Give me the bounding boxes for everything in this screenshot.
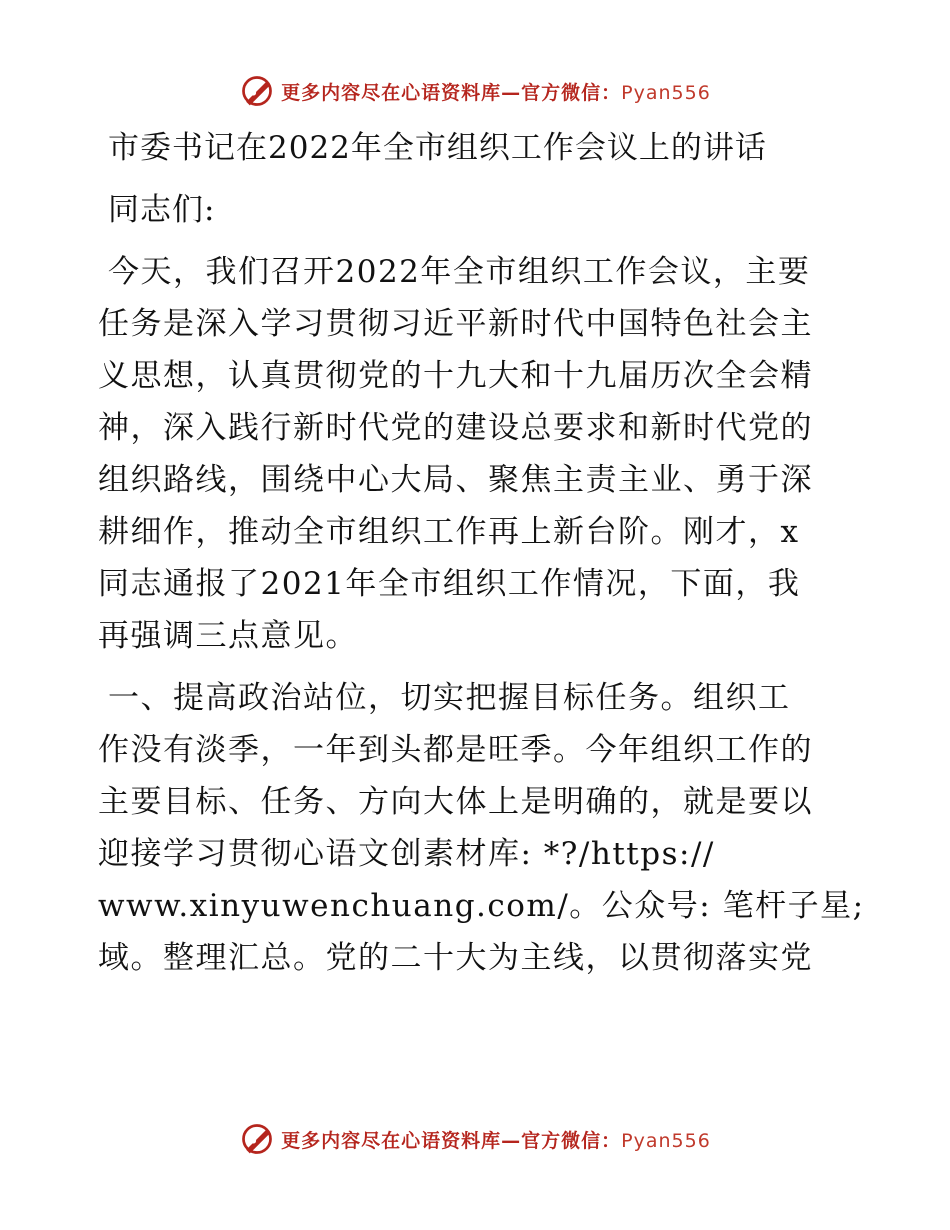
text-line: 同志通报了2021年全市组织工作情况，下面，我: [98, 566, 801, 602]
text-line: www.xinyuwenchuang.com/。公众号: 笔杆子星;: [98, 888, 865, 924]
pen-circle-logo-icon: [239, 73, 275, 109]
text-line: 今天，我们召开2022年全市组织工作会议，主要: [108, 254, 811, 290]
pen-circle-logo-icon: [239, 1121, 275, 1157]
text-line: 迎接学习贯彻心语文创素材库: *?/https://: [98, 836, 715, 872]
text-line: 主要目标、任务、方向大体上是明确的，就是要以: [98, 784, 813, 820]
document-title: 市委书记在2022年全市组织工作会议上的讲话: [108, 130, 767, 166]
paragraph-2: [98, 672, 865, 984]
text-line: 一、提高政治站位，切实把握目标任务。组织工: [108, 680, 791, 716]
text-line: 组织路线，围绕中心大局、聚焦主责主业、勇于深: [98, 462, 813, 498]
text-line: 任务是深入学习贯彻习近平新时代中国特色社会主: [98, 306, 813, 342]
document-body: [98, 122, 865, 994]
text-line: 耕细作，推动全市组织工作再上新台阶。刚才，x: [98, 514, 800, 550]
watermark-wechat-id: Pyan556: [621, 1129, 711, 1152]
paragraph-1: [98, 246, 858, 662]
text-line: 神，深入践行新时代党的建设总要求和新时代党的: [98, 410, 813, 446]
watermark-header: [0, 71, 950, 111]
watermark-wechat-id: Pyan556: [621, 81, 711, 104]
text-line: 再强调三点意见。: [98, 618, 358, 654]
text-line: 义思想，认真贯彻党的十九大和十九届历次全会精: [98, 358, 813, 394]
watermark-footer: [0, 1119, 950, 1159]
watermark-text: 更多内容尽在心语资料库—官方微信：Pyan556: [281, 81, 711, 104]
text-line: 作没有淡季，一年到头都是旺季。今年组织工作的: [98, 732, 813, 768]
text-line: 域。整理汇总。党的二十大为主线，以贯彻落实党: [98, 940, 813, 976]
watermark-text: 更多内容尽在心语资料库—官方微信：Pyan556: [281, 1129, 711, 1152]
salutation: 同志们:: [108, 192, 216, 228]
